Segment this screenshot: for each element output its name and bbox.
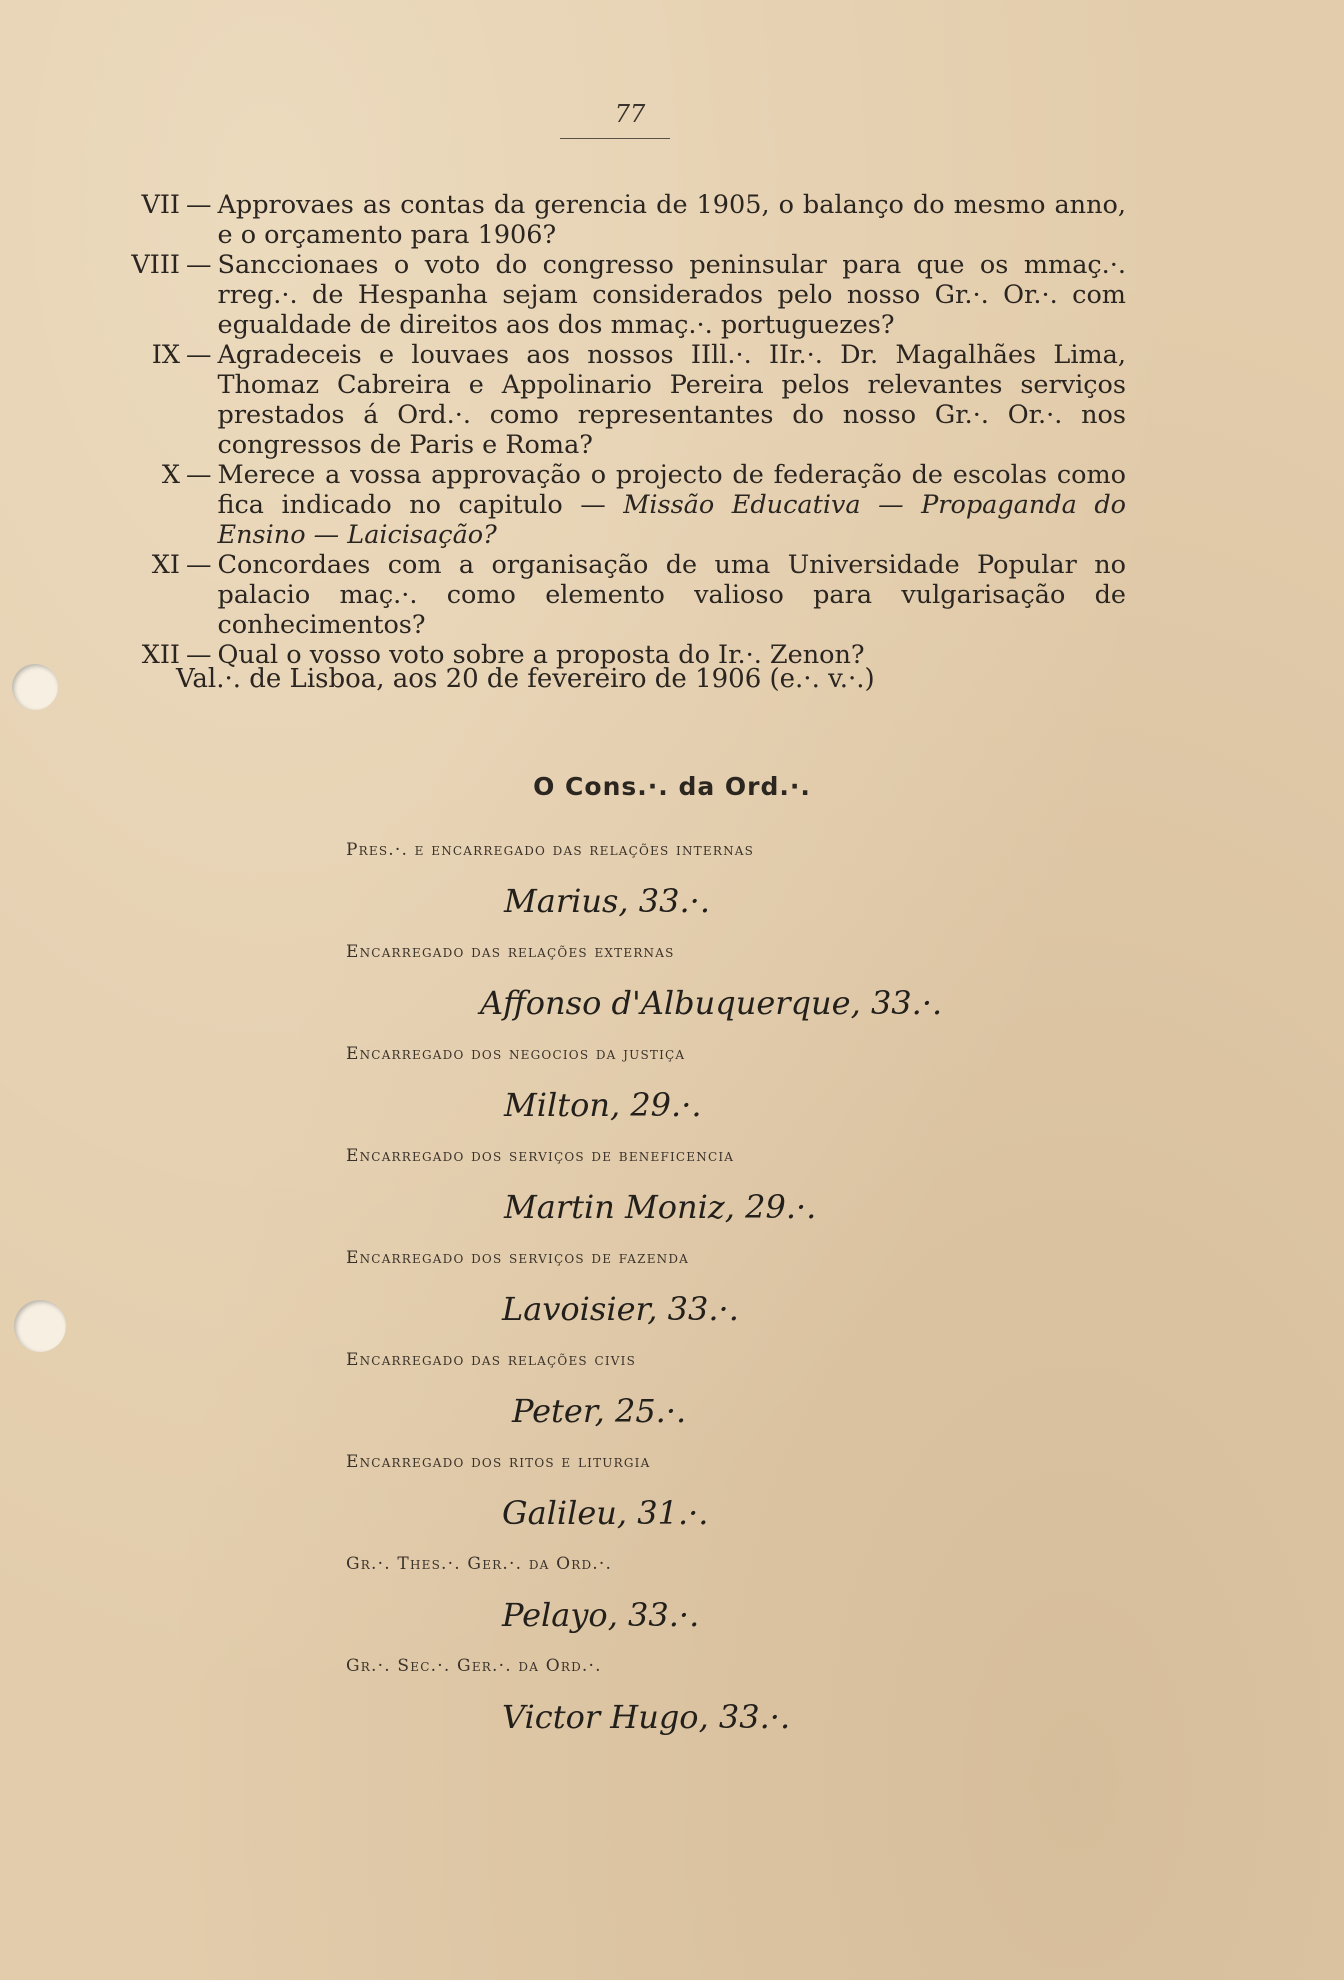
officer-role: Encarregado dos serviços de beneficencia [346, 1146, 735, 1166]
officer-role: Gr.·. Sec.·. Ger.·. da Ord.·. [346, 1656, 602, 1676]
officer-role: Gr.·. Thes.·. Ger.·. da Ord.·. [346, 1554, 613, 1574]
question-label: XII [141, 640, 180, 670]
officer-signature: Milton, 29.·. [504, 1086, 702, 1124]
questions-list [96, 190, 1126, 670]
question-label: XI [151, 550, 180, 580]
punch-hole [14, 1300, 66, 1352]
question-text: Qual o vosso voto sobre a proposta do Ir.·. Zenon? [217, 640, 865, 670]
officer-role: Encarregado das relações externas [346, 942, 675, 962]
officer-role: Pres.·. e encarregado das relações internas [346, 840, 755, 860]
question-label: IX [151, 340, 180, 370]
question-text: Agradeceis e louvaes aos nossos IIll.·. IIr.·. Dr. Magalhães Lima, Thomaz Cabreira e Appolinario Pereira pelos relevantes serviços prestados á Ord.·. como representantes do nosso Gr.·. Or.·. nos congressos de Paris e Roma? [217, 340, 1126, 460]
question-label: VIII [131, 250, 180, 280]
question-text-roman: Merece a vossa approvação o projecto de federação de escolas como fica indicado no capitulo — [217, 460, 1126, 520]
officer-role: Encarregado dos serviços de fazenda [346, 1248, 690, 1268]
question-text [218, 460, 1127, 550]
officer-role: Encarregado das relações civis [346, 1350, 636, 1370]
question-dash: — [186, 250, 212, 280]
question-item [96, 460, 1126, 550]
question-item [96, 190, 1126, 250]
question-dash: — [186, 190, 212, 220]
officer-signature: Pelayo, 33.·. [502, 1596, 700, 1634]
punch-hole [12, 664, 58, 710]
question-dash: — [186, 340, 212, 370]
page-number-rule [560, 138, 670, 139]
officer-signature: Lavoisier, 33.·. [502, 1290, 739, 1328]
question-dash: — [186, 550, 212, 580]
officer-signature: Victor Hugo, 33.·. [502, 1698, 791, 1736]
question-item [96, 250, 1126, 340]
question-dash: — [186, 460, 212, 490]
page-number: 77 [614, 100, 646, 128]
officer-signature: Affonso d'Albuquerque, 33.·. [480, 984, 943, 1022]
council-title: O Cons.·. da Ord.·. [533, 772, 811, 801]
officer-signature: Galileu, 31.·. [502, 1494, 709, 1532]
question-label: X [161, 460, 180, 490]
dateline: Val.·. de Lisboa, aos 20 de fevereiro de 1906 (e.·. v.·.) [176, 664, 875, 694]
question-text: Concordaes com a organisação de uma Universidade Popular no palacio maç.·. como elemento valioso para vulgarisação de conhecimentos? [217, 550, 1126, 640]
officer-signature: Martin Moniz, 29.·. [504, 1188, 817, 1226]
officer-role: Encarregado dos negocios da justiça [346, 1044, 686, 1064]
question-text: Approvaes as contas da gerencia de 1905, o balanço do mesmo anno, e o orçamento para 1906? [217, 190, 1126, 250]
question-item [96, 550, 1126, 640]
question-dash: — [186, 640, 212, 670]
question-label: VII [141, 190, 180, 220]
officer-signature: Peter, 25.·. [512, 1392, 687, 1430]
question-text: Sanccionaes o voto do congresso peninsular para que os mmaç.·. rreg.·. de Hespanha sejam considerados pelo nosso Gr.·. Or.·. com egualdade de direitos aos dos mmaç.·. portuguezes? [217, 250, 1126, 340]
officers-list [346, 838, 1146, 1756]
question-item [96, 340, 1126, 460]
officer-signature: Marius, 33.·. [504, 882, 710, 920]
question-text-italic: Missão Educativa — Propaganda do Ensino — Laicisação? [217, 490, 1127, 550]
officer-role: Encarregado dos ritos e liturgia [346, 1452, 651, 1472]
